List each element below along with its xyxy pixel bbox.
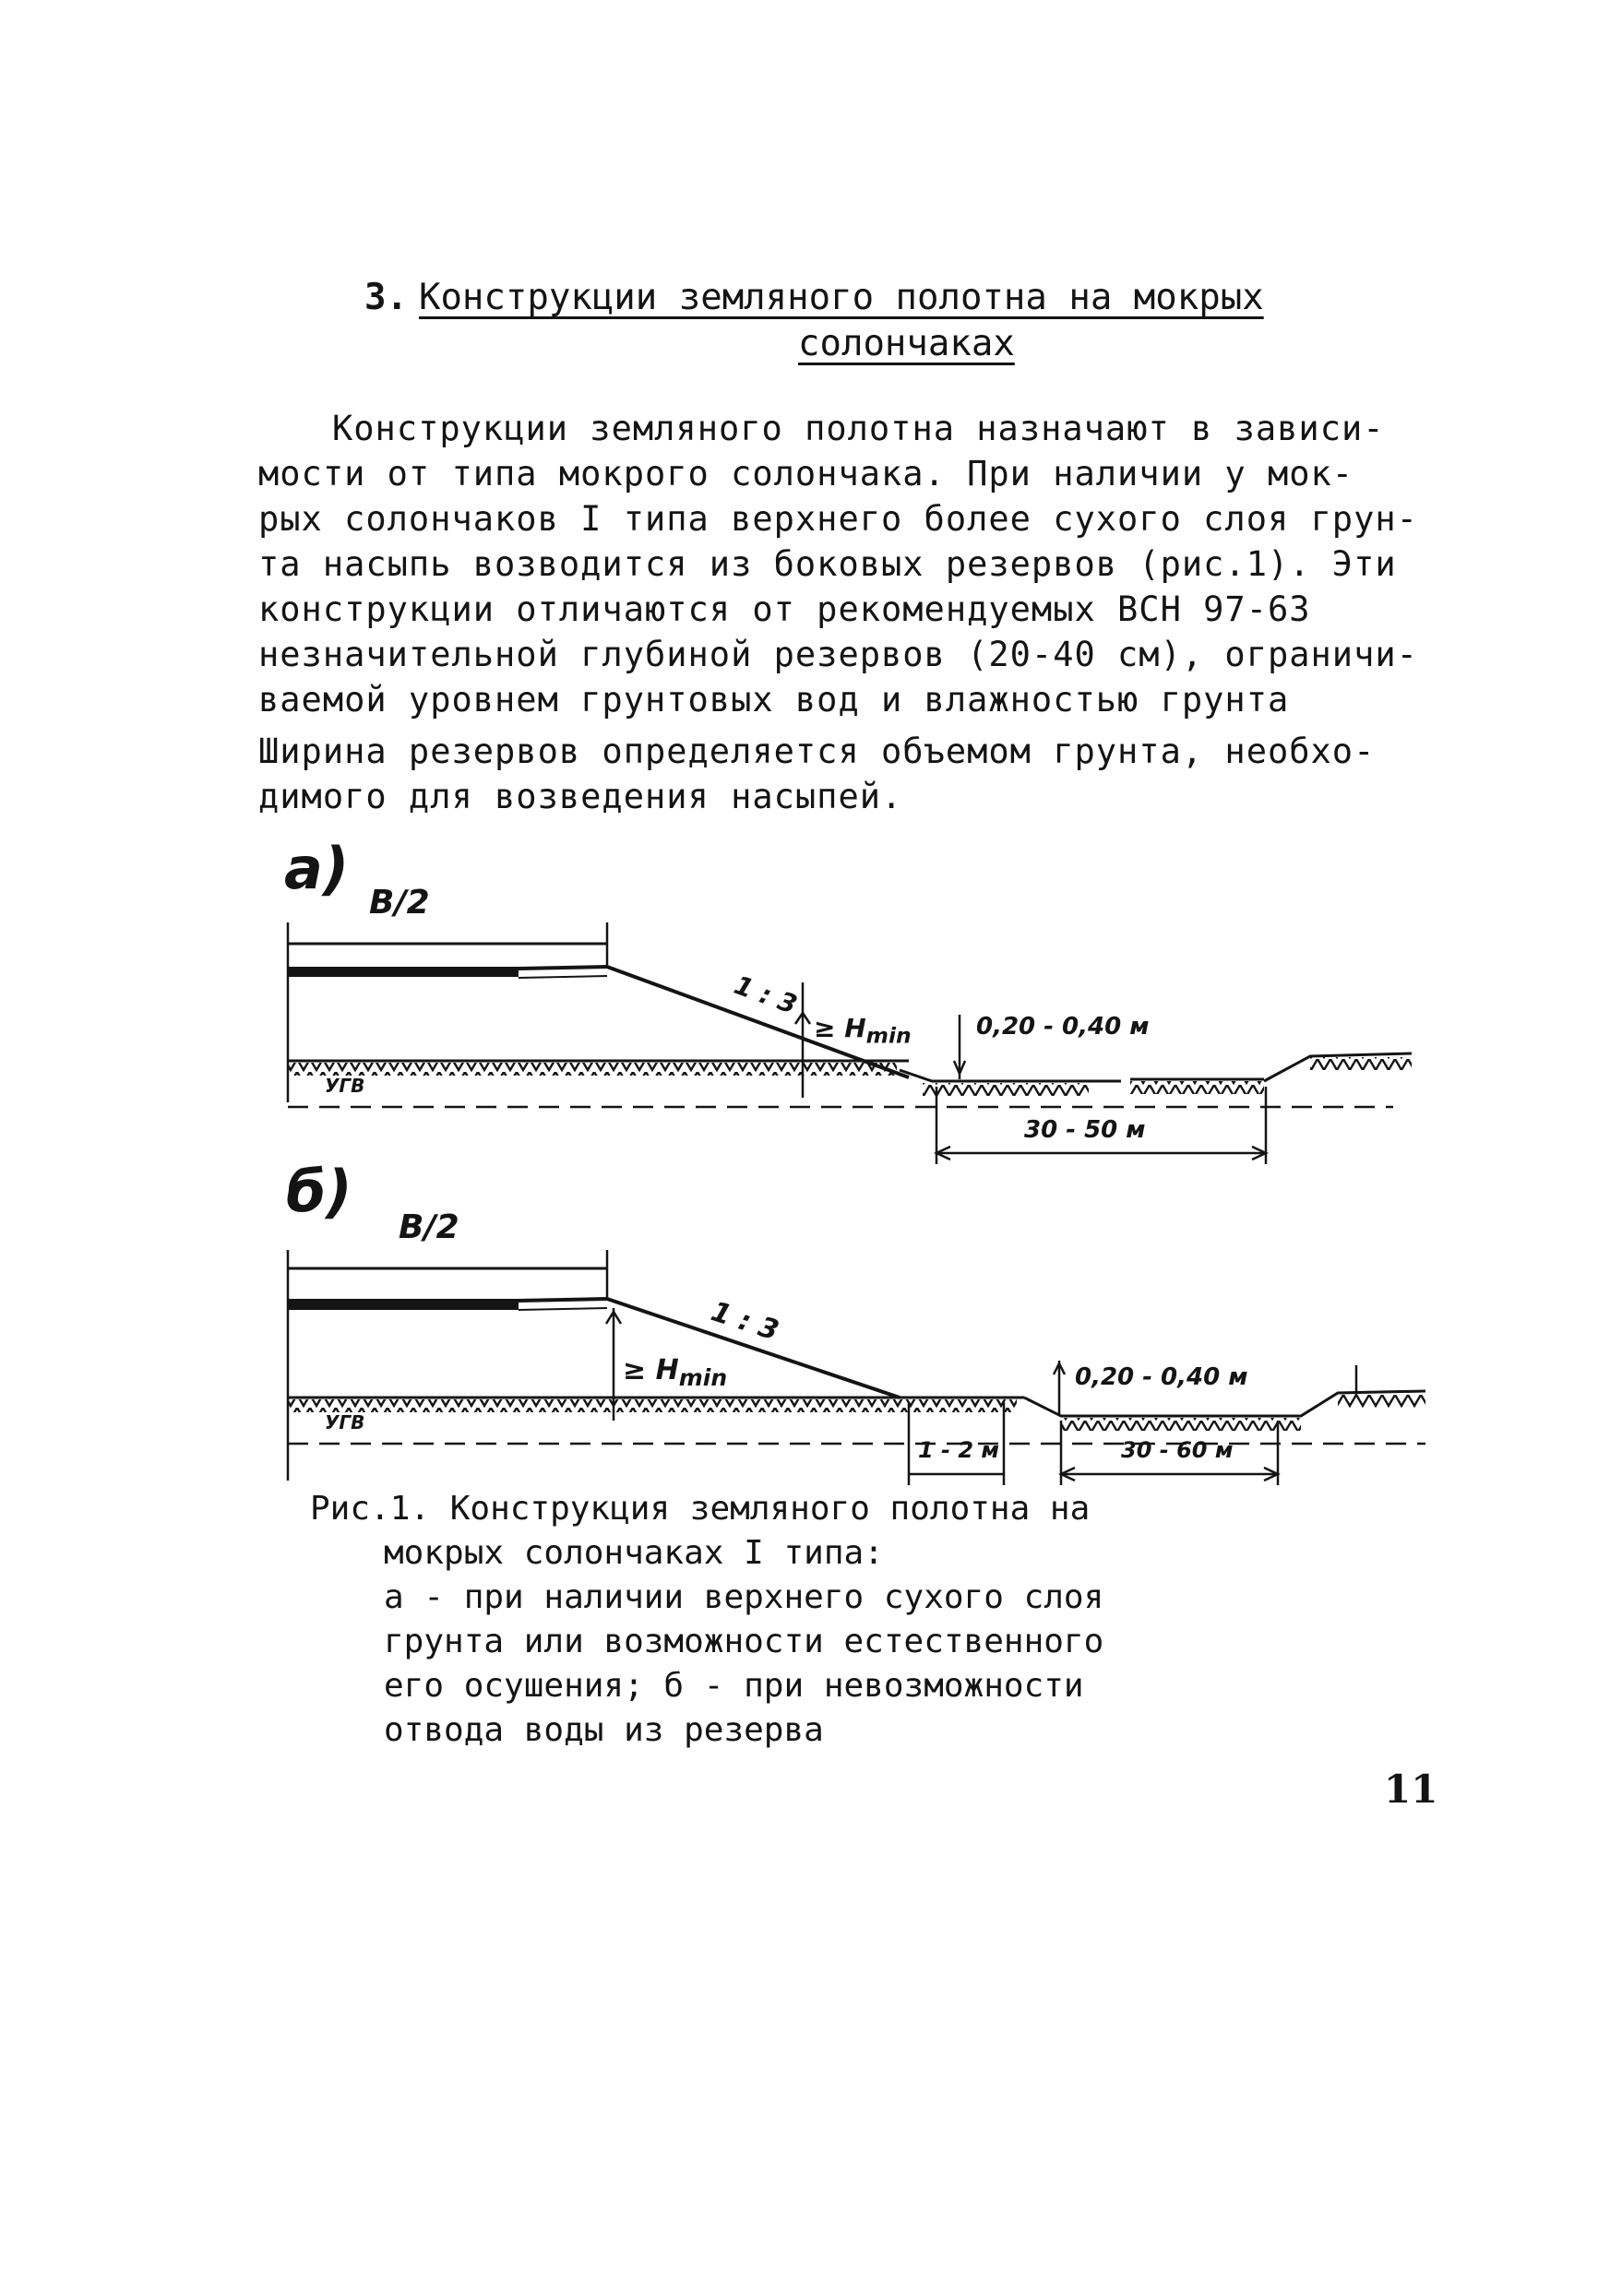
figure-b-berm-label: 1 - 2 м (918, 1437, 1000, 1463)
caption-line: Рис.1. Конструкция земляного полотна на (310, 1490, 1091, 1528)
text-line: мости от типа мокрого солончака. При наличии у мок- (258, 454, 1354, 494)
figure-a-groundwater-label: УГВ (325, 1075, 365, 1097)
section-number: 3. (364, 277, 408, 318)
height-value: ≥ H (623, 1354, 679, 1386)
caption-line: грунта или возможности естественного (384, 1623, 1104, 1660)
text-line: Конструкции земляного полотна назначают в зависи- (332, 409, 1385, 448)
reserve-bottom (900, 1070, 1121, 1081)
caption-line: отвода воды из резерва (384, 1711, 824, 1749)
section-title-line1: Конструкции земляного полотна на мокрых (418, 277, 1264, 318)
caption-line: его осушения; б - при невозможности (384, 1667, 1084, 1705)
height-subscript: min (678, 1364, 728, 1391)
height-value: ≥ H (814, 1013, 866, 1043)
figure-a-letter: а) (284, 835, 350, 902)
figure-a-slope-label: 1 : 3 (730, 970, 802, 1020)
pavement-layer (288, 967, 519, 977)
text-line: рых солончаков I типа верхнего более сухого слоя грун- (258, 499, 1418, 539)
figure-b-depth-label: 0,20 - 0,40 м (1075, 1363, 1248, 1391)
figure-b-groundwater-label: УГВ (325, 1411, 365, 1434)
text-line: конструкции отличаются от рекомендуемых ВСН 97-63 (258, 589, 1311, 629)
figure-a-height-label (814, 1013, 912, 1049)
figure-b-diagram (288, 1250, 1425, 1485)
page-number: 11 (1384, 1767, 1438, 1812)
height-subscript: min (865, 1022, 912, 1049)
text-line: ваемой уровнем грунтовых вод и влажностью грунта (258, 680, 1290, 720)
caption-line: а - при наличии верхнего сухого слоя (384, 1578, 1104, 1616)
section-title-line2: солончаках (798, 323, 1015, 364)
figure-b-letter: б) (286, 1158, 352, 1225)
text-line: та насыпь возводится из боковых резервов (рис.1). Эти (258, 544, 1397, 584)
pavement-layer (288, 1299, 519, 1310)
figure-a-reserve-width-label: 30 - 50 м (1024, 1116, 1146, 1144)
caption-line: мокрых солончаках I типа: (384, 1534, 884, 1572)
text-line: Ширина резервов определяется объемом грунта, необхо- (258, 732, 1376, 771)
figure-b-height-label (623, 1354, 727, 1391)
figure-a-depth-label: 0,20 - 0,40 м (976, 1013, 1150, 1041)
figure-caption (310, 1487, 1343, 1753)
text-line: димого для возведения насыпей. (258, 777, 903, 816)
figure-a-half-width-label: В/2 (369, 884, 430, 922)
figure-b-half-width-label: В/2 (399, 1208, 459, 1246)
figure-b-reserve-width-label: 30 - 60 м (1121, 1437, 1234, 1463)
figure-b-slope-label: 1 : 3 (707, 1295, 783, 1348)
text-line: незначительной глубиной резервов (20-40 см), ограничи- (258, 635, 1418, 674)
